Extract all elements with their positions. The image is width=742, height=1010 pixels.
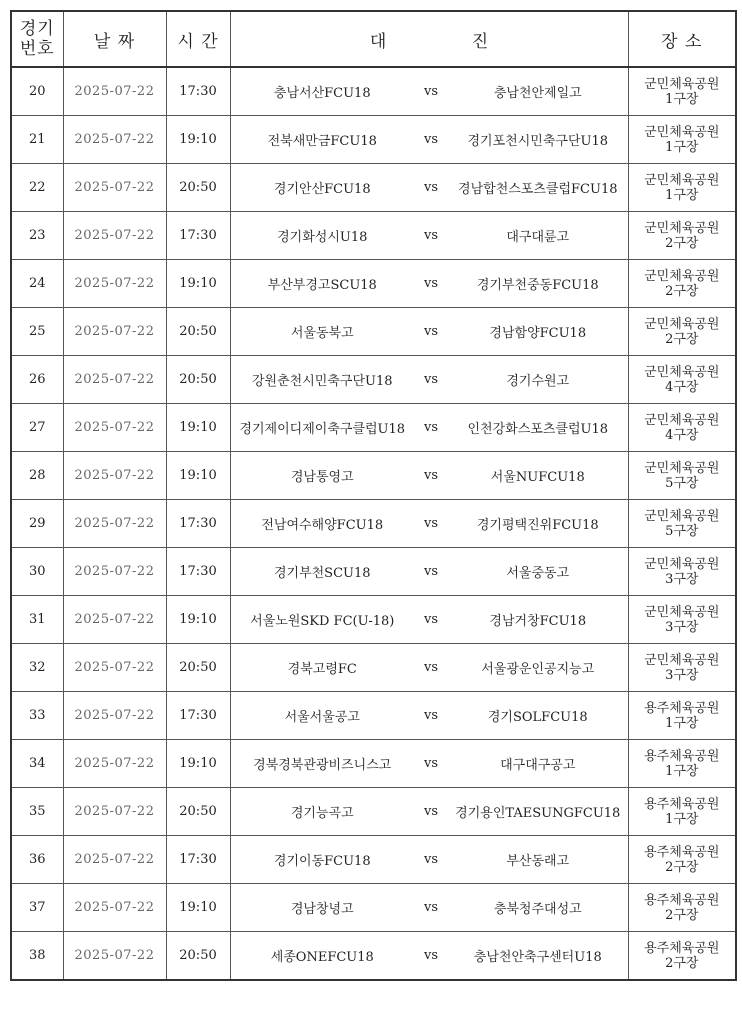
versus-cell: vs: [414, 500, 448, 548]
match-time-cell: 20:50: [166, 356, 230, 404]
away-team-cell: 경기수원고: [448, 356, 628, 404]
match-time-cell: 19:10: [166, 116, 230, 164]
home-team-cell: 서울노원SKD FC(U-18): [230, 596, 414, 644]
away-team-cell: 경기포천시민축구단U18: [448, 116, 628, 164]
match-time-cell: 17:30: [166, 67, 230, 116]
home-team-cell: 경북경북관광비즈니스고: [230, 740, 414, 788]
header-match-number: [11, 11, 63, 67]
table-row: [11, 260, 736, 308]
table-row: [11, 932, 736, 981]
header-match-number-line1: 경기: [19, 19, 55, 39]
home-team-cell: 전남여수해양FCU18: [230, 500, 414, 548]
away-team-cell: 경남거창FCU18: [448, 596, 628, 644]
match-date-cell: 2025-07-22: [63, 596, 166, 644]
venue-name: 용주체육공원: [644, 892, 720, 908]
table-row: [11, 692, 736, 740]
venue-cell: [628, 404, 736, 452]
venue-field: 1구장: [665, 187, 699, 203]
versus-cell: vs: [414, 116, 448, 164]
away-team-cell: 대구대륜고: [448, 212, 628, 260]
venue-name: 용주체육공원: [644, 940, 720, 956]
venue-name: 군민체육공원: [644, 124, 720, 140]
venue-cell: [628, 67, 736, 116]
table-header-row: [11, 11, 736, 67]
venue-cell: [628, 116, 736, 164]
match-date-cell: 2025-07-22: [63, 740, 166, 788]
away-team-cell: 경남함양FCU18: [448, 308, 628, 356]
away-team-cell: 대구대구공고: [448, 740, 628, 788]
versus-cell: vs: [414, 596, 448, 644]
venue-cell: [628, 788, 736, 836]
venue-cell: [628, 644, 736, 692]
venue-field: 2구장: [665, 907, 699, 923]
venue-field: 1구장: [665, 811, 699, 827]
venue-name: 군민체육공원: [644, 508, 720, 524]
table-row: [11, 788, 736, 836]
match-date-cell: 2025-07-22: [63, 836, 166, 884]
venue-cell: [628, 212, 736, 260]
match-time-cell: 20:50: [166, 164, 230, 212]
match-number-cell: 37: [11, 884, 63, 932]
venue-name: 용주체육공원: [644, 796, 720, 812]
venue-cell: [628, 260, 736, 308]
match-number-cell: 38: [11, 932, 63, 981]
table-row: [11, 116, 736, 164]
match-date-cell: 2025-07-22: [63, 308, 166, 356]
match-date-cell: 2025-07-22: [63, 644, 166, 692]
versus-cell: vs: [414, 164, 448, 212]
venue-name: 군민체육공원: [644, 220, 720, 236]
match-date-cell: 2025-07-22: [63, 452, 166, 500]
away-team-cell: 충남천안제일고: [448, 67, 628, 116]
match-date-cell: 2025-07-22: [63, 692, 166, 740]
table-row: [11, 644, 736, 692]
match-time-cell: 17:30: [166, 836, 230, 884]
venue-name: 군민체육공원: [644, 460, 720, 476]
home-team-cell: 강원춘천시민축구단U18: [230, 356, 414, 404]
match-time-cell: 20:50: [166, 644, 230, 692]
table-row: [11, 452, 736, 500]
venue-cell: [628, 740, 736, 788]
match-number-cell: 30: [11, 548, 63, 596]
match-date-cell: 2025-07-22: [63, 500, 166, 548]
home-team-cell: 경기능곡고: [230, 788, 414, 836]
match-time-cell: 20:50: [166, 788, 230, 836]
versus-cell: vs: [414, 548, 448, 596]
match-number-cell: 33: [11, 692, 63, 740]
match-date-cell: 2025-07-22: [63, 548, 166, 596]
venue-name: 군민체육공원: [644, 412, 720, 428]
venue-name: 군민체육공원: [644, 316, 720, 332]
match-number-cell: 27: [11, 404, 63, 452]
match-number-cell: 22: [11, 164, 63, 212]
match-time-cell: 20:50: [166, 932, 230, 981]
venue-name: 군민체육공원: [644, 652, 720, 668]
home-team-cell: 경기이동FCU18: [230, 836, 414, 884]
match-number-cell: 32: [11, 644, 63, 692]
match-schedule-table: [10, 10, 737, 981]
versus-cell: vs: [414, 932, 448, 981]
versus-cell: vs: [414, 836, 448, 884]
venue-field: 1구장: [665, 91, 699, 107]
venue-cell: [628, 308, 736, 356]
table-row: [11, 212, 736, 260]
venue-field: 5구장: [665, 475, 699, 491]
match-number-cell: 28: [11, 452, 63, 500]
match-number-cell: 26: [11, 356, 63, 404]
venue-field: 3구장: [665, 571, 699, 587]
match-date-cell: 2025-07-22: [63, 260, 166, 308]
home-team-cell: 경기안산FCU18: [230, 164, 414, 212]
table-row: [11, 596, 736, 644]
venue-field: 2구장: [665, 331, 699, 347]
match-time-cell: 17:30: [166, 548, 230, 596]
versus-cell: vs: [414, 452, 448, 500]
away-team-cell: 충북청주대성고: [448, 884, 628, 932]
away-team-cell: 인천강화스포츠클럽U18: [448, 404, 628, 452]
venue-field: 2구장: [665, 235, 699, 251]
table-row: [11, 884, 736, 932]
match-number-cell: 31: [11, 596, 63, 644]
venue-cell: [628, 932, 736, 981]
home-team-cell: 경기부천SCU18: [230, 548, 414, 596]
away-team-cell: 서울NUFCU18: [448, 452, 628, 500]
venue-name: 군민체육공원: [644, 76, 720, 92]
venue-field: 3구장: [665, 619, 699, 635]
header-venue: 장 소: [628, 11, 736, 67]
venue-cell: [628, 164, 736, 212]
header-time: 시 간: [166, 11, 230, 67]
versus-cell: vs: [414, 356, 448, 404]
versus-cell: vs: [414, 884, 448, 932]
venue-field: 4구장: [665, 379, 699, 395]
match-date-cell: 2025-07-22: [63, 884, 166, 932]
home-team-cell: 부산부경고SCU18: [230, 260, 414, 308]
header-match-number-line2: 번호: [19, 39, 55, 59]
match-time-cell: 19:10: [166, 404, 230, 452]
table-row: [11, 67, 736, 116]
table-body: [11, 67, 736, 980]
home-team-cell: 세종ONEFCU18: [230, 932, 414, 981]
venue-field: 1구장: [665, 139, 699, 155]
table-row: [11, 356, 736, 404]
venue-field: 4구장: [665, 427, 699, 443]
venue-field: 2구장: [665, 283, 699, 299]
venue-cell: [628, 500, 736, 548]
match-number-cell: 25: [11, 308, 63, 356]
away-team-cell: 경기부천중동FCU18: [448, 260, 628, 308]
match-number-cell: 29: [11, 500, 63, 548]
table-row: [11, 548, 736, 596]
venue-cell: [628, 884, 736, 932]
match-time-cell: 19:10: [166, 596, 230, 644]
venue-name: 군민체육공원: [644, 172, 720, 188]
match-time-cell: 20:50: [166, 308, 230, 356]
match-date-cell: 2025-07-22: [63, 932, 166, 981]
away-team-cell: 부산동래고: [448, 836, 628, 884]
match-time-cell: 19:10: [166, 884, 230, 932]
venue-name: 군민체육공원: [644, 556, 720, 572]
versus-cell: vs: [414, 644, 448, 692]
home-team-cell: 경남창녕고: [230, 884, 414, 932]
home-team-cell: 경기화성시U18: [230, 212, 414, 260]
venue-field: 1구장: [665, 763, 699, 779]
home-team-cell: 경남통영고: [230, 452, 414, 500]
table-row: [11, 836, 736, 884]
venue-field: 2구장: [665, 955, 699, 971]
match-date-cell: 2025-07-22: [63, 788, 166, 836]
match-date-cell: 2025-07-22: [63, 212, 166, 260]
venue-field: 5구장: [665, 523, 699, 539]
venue-field: 2구장: [665, 859, 699, 875]
match-number-cell: 35: [11, 788, 63, 836]
match-time-cell: 17:30: [166, 212, 230, 260]
away-team-cell: 경기평택진위FCU18: [448, 500, 628, 548]
match-number-cell: 34: [11, 740, 63, 788]
venue-cell: [628, 548, 736, 596]
away-team-cell: 경남합천스포츠클럽FCU18: [448, 164, 628, 212]
match-date-cell: 2025-07-22: [63, 67, 166, 116]
header-match: [230, 11, 628, 67]
venue-name: 용주체육공원: [644, 700, 720, 716]
away-team-cell: 경기용인TAESUNGFCU18: [448, 788, 628, 836]
venue-name: 군민체육공원: [644, 364, 720, 380]
table-row: [11, 404, 736, 452]
venue-cell: [628, 596, 736, 644]
home-team-cell: 전북새만금FCU18: [230, 116, 414, 164]
match-number-cell: 36: [11, 836, 63, 884]
home-team-cell: 경기제이디제이축구클럽U18: [230, 404, 414, 452]
match-date-cell: 2025-07-22: [63, 404, 166, 452]
versus-cell: vs: [414, 788, 448, 836]
match-date-cell: 2025-07-22: [63, 116, 166, 164]
venue-name: 군민체육공원: [644, 268, 720, 284]
venue-cell: [628, 452, 736, 500]
match-number-cell: 23: [11, 212, 63, 260]
away-team-cell: 서울중동고: [448, 548, 628, 596]
match-number-cell: 21: [11, 116, 63, 164]
home-team-cell: 서울서울공고: [230, 692, 414, 740]
match-time-cell: 17:30: [166, 500, 230, 548]
match-date-cell: 2025-07-22: [63, 164, 166, 212]
match-time-cell: 19:10: [166, 260, 230, 308]
venue-name: 용주체육공원: [644, 748, 720, 764]
venue-cell: [628, 356, 736, 404]
away-team-cell: 서울광운인공지능고: [448, 644, 628, 692]
header-match-label: 대 진: [369, 31, 529, 52]
match-time-cell: 19:10: [166, 452, 230, 500]
match-time-cell: 17:30: [166, 692, 230, 740]
versus-cell: vs: [414, 67, 448, 116]
match-date-cell: 2025-07-22: [63, 356, 166, 404]
versus-cell: vs: [414, 260, 448, 308]
versus-cell: vs: [414, 308, 448, 356]
venue-cell: [628, 692, 736, 740]
venue-cell: [628, 836, 736, 884]
versus-cell: vs: [414, 740, 448, 788]
match-number-cell: 24: [11, 260, 63, 308]
venue-name: 용주체육공원: [644, 844, 720, 860]
venue-name: 군민체육공원: [644, 604, 720, 620]
versus-cell: vs: [414, 692, 448, 740]
table-row: [11, 740, 736, 788]
header-date: 날 짜: [63, 11, 166, 67]
venue-field: 1구장: [665, 715, 699, 731]
home-team-cell: 충남서산FCU18: [230, 67, 414, 116]
match-number-cell: 20: [11, 67, 63, 116]
away-team-cell: 경기SOLFCU18: [448, 692, 628, 740]
table-row: [11, 164, 736, 212]
versus-cell: vs: [414, 212, 448, 260]
home-team-cell: 서울동북고: [230, 308, 414, 356]
match-time-cell: 19:10: [166, 740, 230, 788]
away-team-cell: 충남천안축구센터U18: [448, 932, 628, 981]
venue-field: 3구장: [665, 667, 699, 683]
table-row: [11, 308, 736, 356]
home-team-cell: 경북고령FC: [230, 644, 414, 692]
table-row: [11, 500, 736, 548]
versus-cell: vs: [414, 404, 448, 452]
